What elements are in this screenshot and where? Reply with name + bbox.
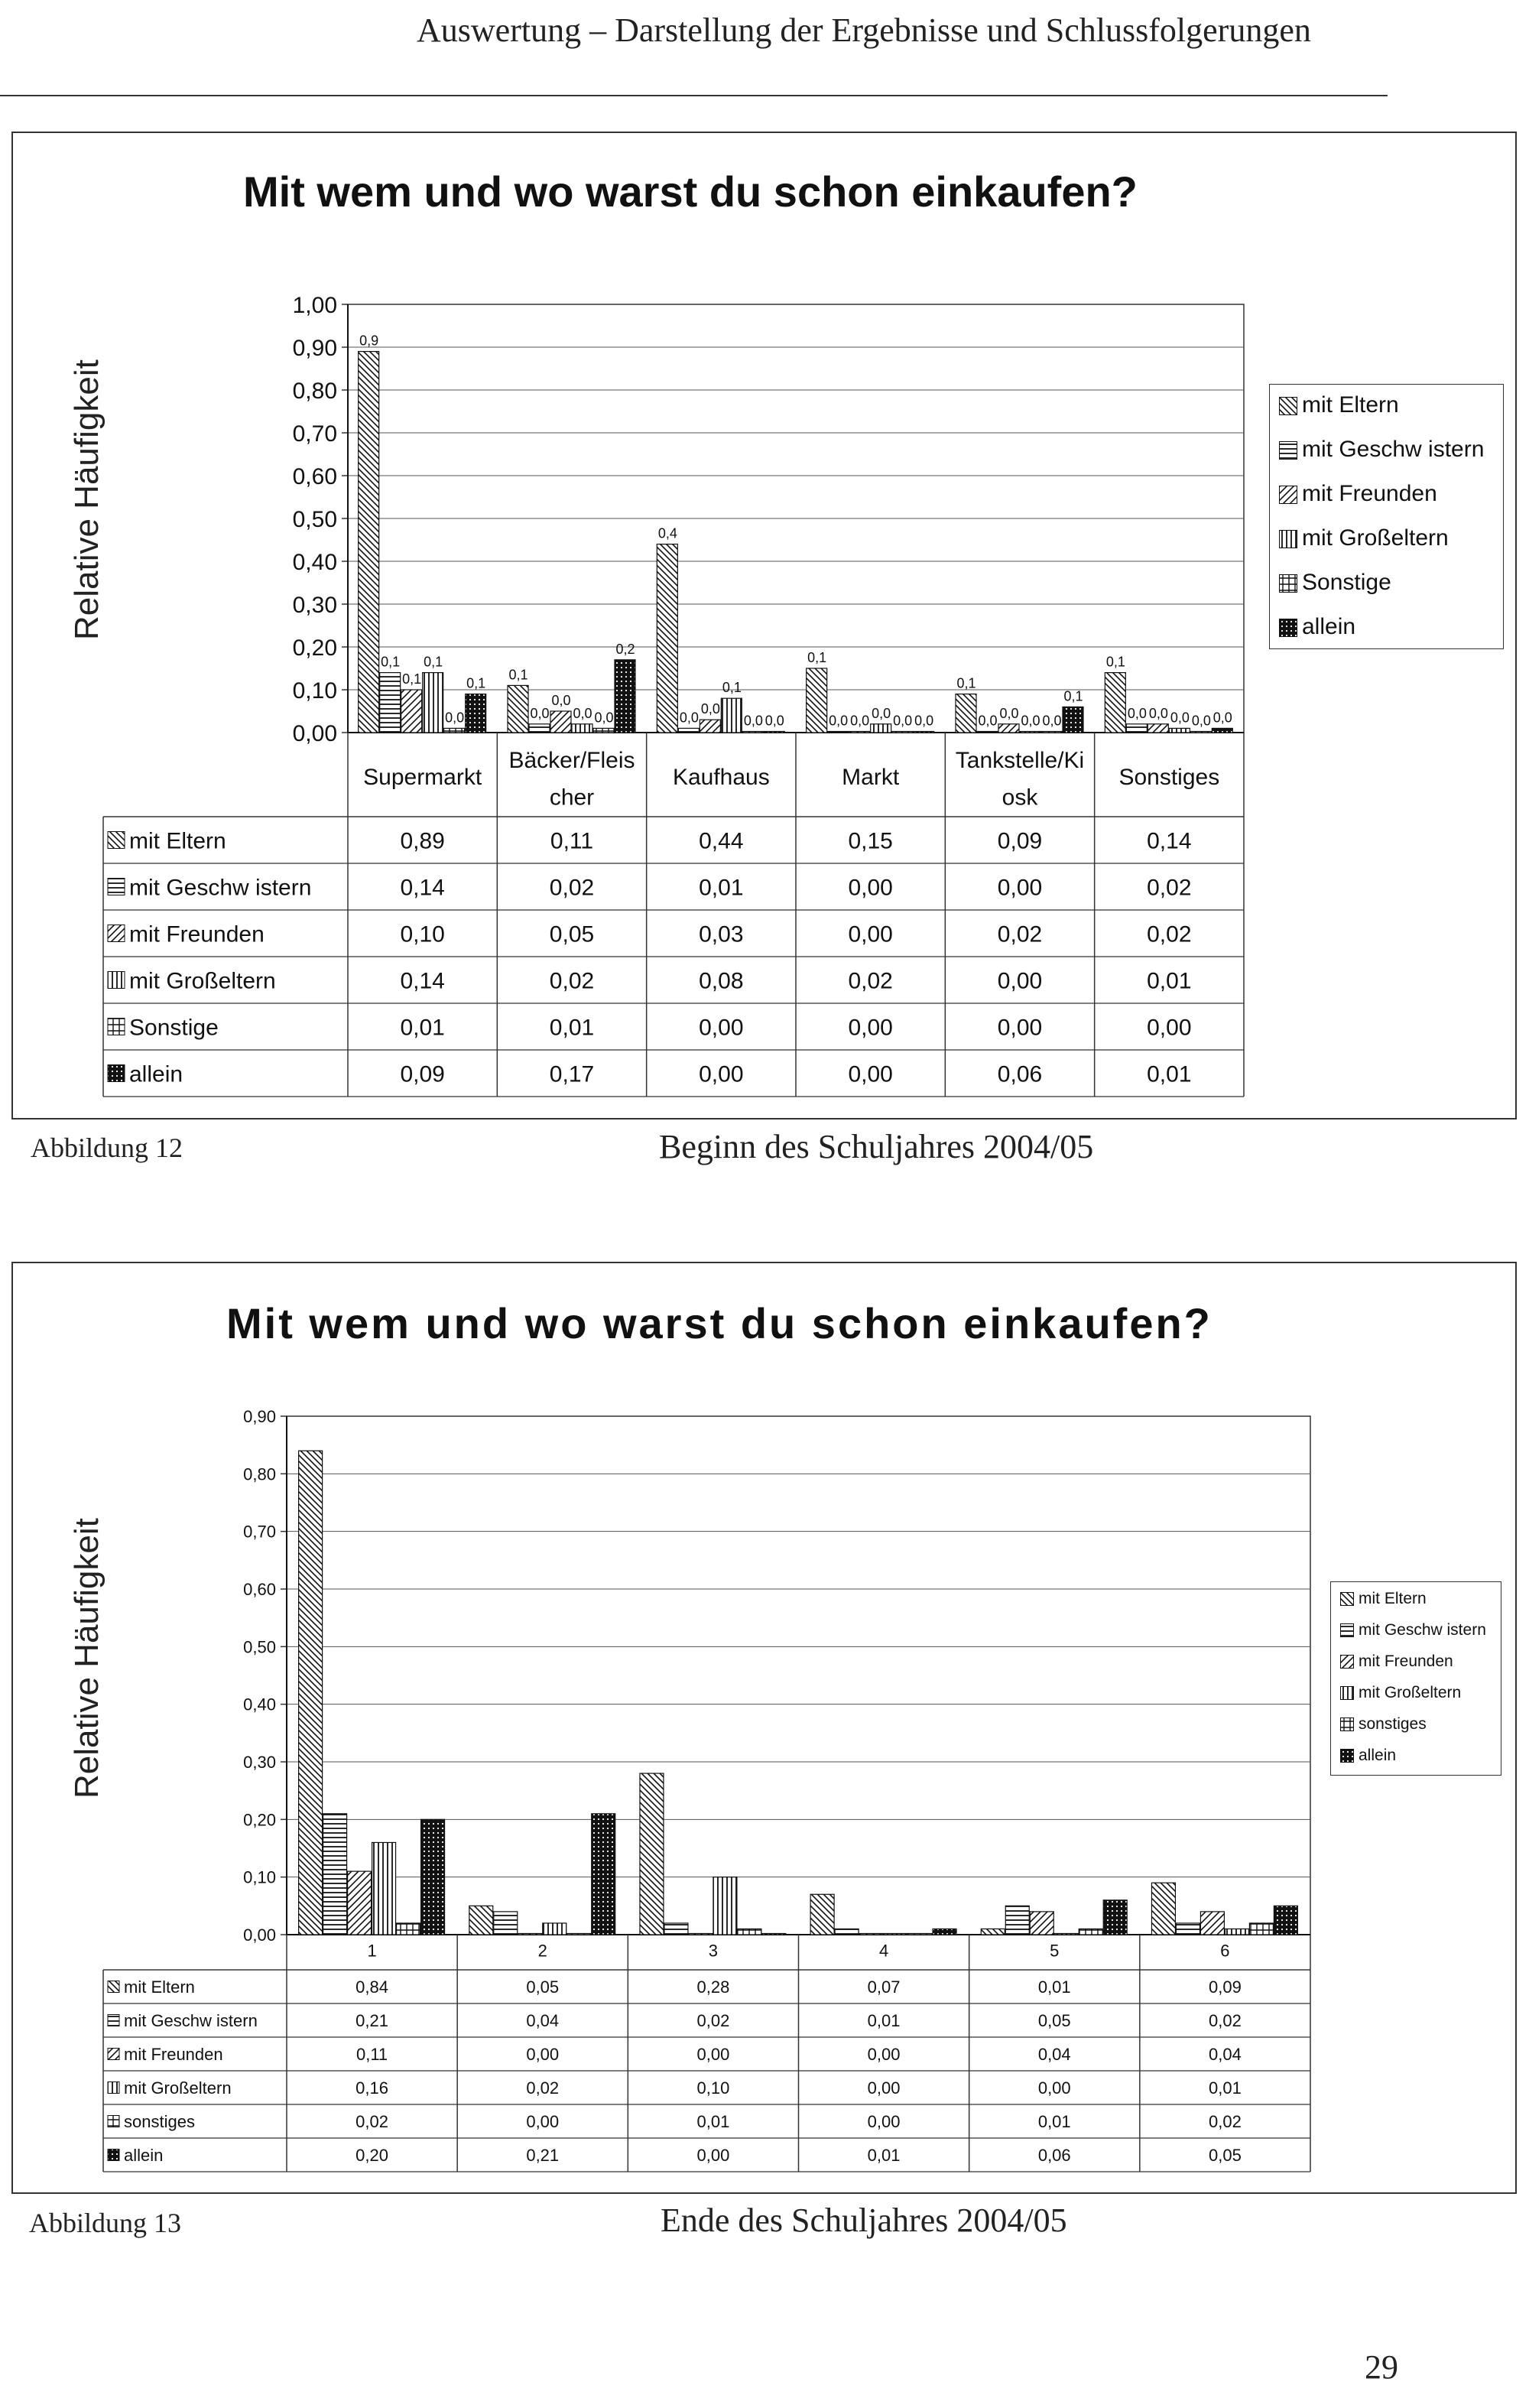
- chart-2-legend-label-2: mit Geschw istern: [1359, 1621, 1486, 1639]
- chart-2-legend-item-freunden: [1340, 1652, 1453, 1671]
- bar-label: 0,0: [551, 693, 571, 708]
- table-cell-mit-eltern-2: 0,11: [550, 828, 594, 854]
- bar-label: 0,1: [381, 654, 401, 670]
- y-tick-label: 0,90: [292, 335, 337, 361]
- chart-1-legend-label-3: mit Freunden: [1302, 481, 1437, 506]
- table-cell-mit-eltern-1: 0,89: [400, 828, 445, 854]
- bar-mit-gro-eltern-6: [1225, 1929, 1248, 1935]
- bar-label: 0,0: [1127, 705, 1147, 721]
- table-cell-mit-eltern-6: 0,14: [1147, 828, 1192, 854]
- chart-1-title: Mit wem und wo warst du schon einkaufen?: [243, 167, 1138, 216]
- table-cell-mit-freunden-2: 0,00: [526, 2044, 560, 2064]
- chart-1-legend-label-1: mit Eltern: [1302, 392, 1399, 418]
- category-label-5: 5: [1050, 1941, 1060, 1961]
- category-label-1: 1: [367, 1941, 377, 1961]
- table-cell-mit-freunden-1: 0,10: [400, 921, 445, 947]
- table-cell-sonstiges-1: 0,02: [355, 2111, 388, 2131]
- table-cell-mit-geschw-istern-3: 0,02: [696, 2010, 730, 2030]
- bar-label: 0,0: [573, 705, 592, 721]
- chart-2-legend: [1330, 1581, 1501, 1776]
- y-tick-label: 0,50: [243, 1637, 276, 1657]
- chart-2-legend-label-1: mit Eltern: [1359, 1590, 1427, 1607]
- table-cell-mit-geschw-istern-4: 0,01: [867, 2010, 901, 2030]
- bar-mit-geschw-istern-4: [835, 1929, 859, 1935]
- swatch-2-allein-icon: [1340, 1749, 1354, 1763]
- table-row-label-mit-gro-eltern: mit Großeltern: [129, 968, 276, 994]
- category-label-4: Markt: [842, 765, 900, 791]
- table-row-label-mit-freunden: mit Freunden: [129, 921, 265, 947]
- table-row-label-mit-gro-eltern: mit Großeltern: [124, 2078, 232, 2098]
- table-cell-mit-freunden-5: 0,02: [997, 921, 1043, 947]
- table-cell-mit-eltern-2: 0,05: [526, 1977, 560, 1997]
- table-cell-allein-2: 0,17: [549, 1061, 595, 1087]
- table-swatch-mit-freunden-icon: [108, 2049, 119, 2060]
- y-tick-label: 0,70: [243, 1522, 276, 1542]
- bar-label: 0,0: [893, 713, 913, 729]
- table-cell-mit-gro-eltern-1: 0,14: [400, 968, 445, 994]
- table-swatch-mit-gro-eltern-icon: [108, 2082, 119, 2094]
- table-cell-mit-freunden-5: 0,04: [1037, 2044, 1071, 2064]
- bar-mit-gro-eltern-5: [1054, 1934, 1078, 1935]
- chart-2-legend-item-allein: [1340, 1747, 1396, 1765]
- bar-label: 0,0: [1191, 713, 1211, 729]
- bar-sonstiges-1: [397, 1923, 420, 1935]
- bar-label: 0,0: [914, 713, 934, 729]
- bar-mit-freunden-3: [689, 1934, 713, 1935]
- bar-mit-freunden-6: [1200, 1912, 1224, 1935]
- swatch-2-sonstiges-icon: [1340, 1717, 1354, 1731]
- table-cell-sonstiges-3: 0,01: [696, 2111, 730, 2131]
- table-cell-mit-geschw-istern-5: 0,00: [997, 875, 1043, 901]
- bar-mit-gro-eltern-3: [713, 1877, 737, 1935]
- table-cell-allein-1: 0,20: [355, 2145, 388, 2165]
- table-cell-mit-gro-eltern-4: 0,02: [848, 968, 893, 994]
- chart-1-y-axis-label: Relative Häufigkeit: [68, 359, 106, 640]
- page-header: Auswertung – Darstellung der Ergebnisse und Schlussfolgerungen: [417, 11, 1311, 49]
- category-label-5-line2: osk: [1001, 785, 1038, 811]
- table-cell-mit-gro-eltern-2: 0,02: [549, 968, 595, 994]
- table-cell-mit-geschw-istern-1: 0,14: [400, 875, 445, 901]
- bar-label: 0,2: [615, 641, 635, 657]
- swatch-2-mit-freunden-icon: [1340, 1655, 1354, 1669]
- chart-2-legend-label-3: mit Freunden: [1359, 1652, 1453, 1670]
- y-tick-label: 0,90: [243, 1406, 276, 1426]
- table-cell-mit-geschw-istern-2: 0,04: [526, 2010, 560, 2030]
- table-cell-allein-2: 0,21: [526, 2145, 560, 2165]
- category-label-6: Sonstiges: [1118, 765, 1220, 791]
- table-swatch-allein-icon: [108, 2150, 119, 2161]
- bar-label: 0,0: [1212, 710, 1232, 726]
- category-label-3: Kaufhaus: [672, 765, 770, 791]
- table-cell-mit-geschw-istern-5: 0,05: [1037, 2010, 1071, 2030]
- bar-label: 0,0: [700, 701, 720, 717]
- bar-allein-6: [1274, 1906, 1297, 1935]
- table-cell-mit-geschw-istern-4: 0,00: [848, 875, 893, 901]
- table-cell-mit-gro-eltern-6: 0,01: [1209, 2078, 1242, 2098]
- bar-mit-eltern-1: [299, 1451, 323, 1935]
- table-cell-mit-gro-eltern-5: 0,00: [997, 968, 1043, 994]
- figure-13-caption-text: Ende des Schuljahres 2004/05: [661, 2202, 1067, 2239]
- y-tick-label: 0,60: [243, 1579, 276, 1599]
- figure-12-caption-text: Beginn des Schuljahres 2004/05: [659, 1128, 1094, 1165]
- table-cell-mit-eltern-4: 0,15: [848, 828, 893, 854]
- table-cell-sonstiges-6: 0,02: [1209, 2111, 1242, 2131]
- bar-sonstiges-2: [567, 1934, 591, 1935]
- table-cell-mit-geschw-istern-2: 0,02: [549, 875, 595, 901]
- chart-1-legend-label-4: mit Großeltern: [1302, 525, 1449, 551]
- table-cell-mit-gro-eltern-3: 0,08: [699, 968, 744, 994]
- bar-mit-gro-eltern-1: [372, 1842, 396, 1935]
- y-tick-label: 0,80: [292, 378, 337, 404]
- y-tick-label: 0,30: [292, 592, 337, 618]
- swatch-2-mit-geschwistern-icon: [1340, 1623, 1354, 1637]
- chart-2-y-axis-label: Relative Häufigkeit: [68, 1518, 106, 1799]
- table-cell-allein-3: 0,00: [696, 2145, 730, 2165]
- bar-label: 0,0: [679, 710, 699, 726]
- table-row-label-mit-eltern: mit Eltern: [124, 1977, 195, 1997]
- table-cell-mit-freunden-3: 0,03: [699, 921, 744, 947]
- bar-mit-eltern-5: [981, 1929, 1005, 1935]
- table-cell-sonstiges-2: 0,00: [526, 2111, 560, 2131]
- bar-sonstiges-5: [1079, 1929, 1102, 1935]
- table-cell-mit-geschw-istern-3: 0,01: [699, 875, 744, 901]
- bar-allein-4: [933, 1929, 956, 1935]
- table-cell-allein-5: 0,06: [997, 1061, 1043, 1087]
- bar-mit-eltern-3: [640, 1773, 664, 1935]
- bar-mit-geschw-istern-6: [1176, 1923, 1200, 1935]
- bar-label: 0,0: [594, 710, 614, 726]
- figure-12-caption-number: Abbildung 12: [31, 1133, 183, 1163]
- bar-allein-3: [762, 1934, 786, 1935]
- table-cell-mit-gro-eltern-4: 0,00: [867, 2078, 901, 2098]
- y-tick-label: 0,60: [292, 463, 337, 489]
- table-cell-mit-freunden-1: 0,11: [355, 2044, 388, 2064]
- y-tick-label: 0,10: [243, 1867, 276, 1887]
- y-tick-label: 0,20: [243, 1810, 276, 1830]
- y-tick-label: 0,30: [243, 1752, 276, 1772]
- y-tick-label: 0,80: [243, 1464, 276, 1484]
- bar-mit-freunden-2: [518, 1934, 542, 1935]
- table-cell-allein-6: 0,01: [1147, 1061, 1192, 1087]
- chart-2-legend-label-6: allein: [1359, 1747, 1397, 1764]
- bar-sonstiges-3: [738, 1929, 761, 1935]
- bar-mit-eltern-4: [810, 1894, 834, 1935]
- bar-label: 0,0: [1042, 713, 1062, 729]
- chart-2-legend-item-grosseltern: [1340, 1684, 1461, 1702]
- table-cell-mit-eltern-3: 0,28: [696, 1977, 730, 1997]
- table-cell-mit-geschw-istern-6: 0,02: [1147, 875, 1192, 901]
- bar-label: 0,1: [466, 675, 486, 691]
- bar-mit-gro-eltern-4: [884, 1934, 907, 1935]
- table-swatch-sonstiges-icon: [108, 2116, 119, 2127]
- y-tick-label: 0,00: [243, 1925, 276, 1945]
- chart-2-legend-item-sonstiges: [1340, 1715, 1427, 1734]
- chart-2-legend-label-4: mit Großeltern: [1359, 1684, 1462, 1701]
- bar-mit-geschw-istern-5: [1005, 1906, 1029, 1935]
- table-cell-mit-eltern-5: 0,09: [997, 828, 1043, 854]
- table-cell-sonstige-6: 0,00: [1147, 1015, 1192, 1041]
- table-cell-mit-gro-eltern-5: 0,00: [1037, 2078, 1071, 2098]
- table-cell-sonstige-2: 0,01: [549, 1015, 595, 1041]
- table-cell-allein-4: 0,00: [848, 1061, 893, 1087]
- y-tick-label: 0,50: [292, 506, 337, 532]
- bar-label: 0,1: [722, 680, 742, 696]
- table-cell-allein-1: 0,09: [400, 1061, 445, 1087]
- bar-mit-eltern-2: [469, 1906, 493, 1935]
- table-cell-sonstiges-4: 0,00: [867, 2111, 901, 2131]
- table-cell-sonstige-1: 0,01: [400, 1015, 445, 1041]
- category-label-2-line2: cher: [549, 785, 595, 811]
- table-row-label-sonstige: Sonstige: [129, 1015, 219, 1041]
- bar-label: 0,1: [1063, 688, 1083, 704]
- bar-label: 0,4: [657, 525, 677, 541]
- table-cell-sonstiges-5: 0,01: [1037, 2111, 1071, 2131]
- category-label-4: 4: [878, 1941, 889, 1961]
- bar-label: 0,0: [530, 705, 550, 721]
- swatch-2-mit-eltern-icon: [1340, 1592, 1354, 1606]
- chart-1-legend-label-5: Sonstige: [1302, 570, 1391, 595]
- chart-1-legend-label-6: allein: [1302, 614, 1356, 639]
- y-tick-label: 0,70: [292, 421, 337, 447]
- table-cell-mit-geschw-istern-1: 0,21: [355, 2010, 388, 2030]
- bar-mit-freunden-4: [859, 1934, 883, 1935]
- chart-2-title: Mit wem und wo warst du schon einkaufen?: [226, 1299, 1212, 1347]
- y-tick-label: 0,40: [243, 1695, 276, 1714]
- bar-label: 0,1: [402, 671, 422, 687]
- category-label-5: Tankstelle/Ki: [955, 748, 1085, 774]
- bar-label: 0,1: [424, 654, 443, 670]
- table-row-label-sonstiges: sonstiges: [124, 2111, 195, 2131]
- page-number: 29: [1365, 2348, 1398, 2386]
- table-swatch-mit-geschw-istern-icon: [108, 2015, 119, 2026]
- bar-label: 0,9: [359, 333, 379, 349]
- bar-mit-geschw-istern-1: [323, 1814, 347, 1935]
- table-row-label-mit-geschw-istern: mit Geschw istern: [129, 875, 312, 901]
- bar-mit-geschw-istern-2: [494, 1912, 518, 1935]
- table-cell-mit-freunden-2: 0,05: [549, 921, 595, 947]
- table-cell-mit-freunden-3: 0,00: [696, 2044, 730, 2064]
- table-cell-mit-freunden-6: 0,04: [1209, 2044, 1242, 2064]
- y-tick-label: 0,00: [292, 720, 337, 746]
- table-cell-mit-eltern-5: 0,01: [1037, 1977, 1071, 1997]
- category-label-3: 3: [708, 1941, 719, 1961]
- chart-2-legend-label-5: sonstiges: [1359, 1715, 1427, 1733]
- table-cell-mit-eltern-4: 0,07: [867, 1977, 901, 1997]
- bar-mit-freunden-5: [1030, 1912, 1053, 1935]
- table-cell-allein-5: 0,06: [1037, 2145, 1071, 2165]
- table-cell-mit-gro-eltern-1: 0,16: [355, 2078, 388, 2098]
- table-row-label-mit-freunden: mit Freunden: [124, 2044, 223, 2064]
- table-cell-allein-6: 0,05: [1209, 2145, 1242, 2165]
- figure-13-caption-number: Abbildung 13: [29, 2208, 182, 2238]
- table-cell-allein-4: 0,01: [867, 2145, 901, 2165]
- y-tick-label: 0,40: [292, 549, 337, 575]
- chart-2-legend-item-eltern: [1340, 1590, 1427, 1608]
- table-cell-mit-geschw-istern-6: 0,02: [1209, 2010, 1242, 2030]
- bar-label: 0,0: [1021, 713, 1040, 729]
- chart-1-legend-label-2: mit Geschw istern: [1302, 437, 1485, 462]
- y-tick-label: 0,20: [292, 635, 337, 661]
- bar-allein-1: [421, 1819, 445, 1935]
- bar-label: 0,1: [1105, 654, 1125, 670]
- bar-label: 0,1: [807, 650, 827, 665]
- table-cell-allein-3: 0,00: [699, 1061, 744, 1087]
- table-cell-mit-eltern-3: 0,44: [699, 828, 744, 854]
- bar-allein-5: [1103, 1900, 1127, 1935]
- table-cell-sonstige-5: 0,00: [997, 1015, 1043, 1041]
- table-cell-sonstige-4: 0,00: [848, 1015, 893, 1041]
- y-tick-label: 0,10: [292, 678, 337, 704]
- y-tick-label: 1,00: [292, 292, 337, 318]
- bar-sonstiges-6: [1249, 1923, 1273, 1935]
- bar-label: 0,0: [743, 713, 763, 729]
- table-row-label-allein: allein: [124, 2145, 164, 2165]
- table-cell-mit-gro-eltern-6: 0,01: [1147, 968, 1192, 994]
- table-cell-mit-freunden-4: 0,00: [848, 921, 893, 947]
- bar-label: 0,0: [445, 710, 465, 726]
- bar-mit-freunden-1: [348, 1871, 372, 1935]
- chart-2-legend-item-geschwistern: [1340, 1621, 1486, 1639]
- table-row-label-allein: allein: [129, 1061, 183, 1087]
- category-label-1: Supermarkt: [363, 765, 482, 791]
- table-cell-mit-eltern-1: 0,84: [355, 1977, 388, 1997]
- table-cell-sonstige-3: 0,00: [699, 1015, 744, 1041]
- swatch-2-mit-grosseltern-icon: [1340, 1686, 1354, 1700]
- bar-label: 0,1: [956, 675, 976, 691]
- bar-label: 0,0: [1170, 710, 1190, 726]
- bar-mit-eltern-6: [1151, 1883, 1175, 1935]
- table-cell-mit-gro-eltern-3: 0,10: [696, 2078, 730, 2098]
- bar-label: 0,0: [872, 705, 891, 721]
- bar-label: 0,0: [850, 713, 870, 729]
- bar-allein-2: [592, 1814, 615, 1935]
- category-label-2: 2: [537, 1941, 547, 1961]
- bar-label: 0,0: [829, 713, 849, 729]
- table-row-label-mit-geschw-istern: mit Geschw istern: [124, 2010, 258, 2030]
- table-swatch-mit-eltern-icon: [108, 1981, 119, 1993]
- bar-mit-geschw-istern-3: [664, 1923, 688, 1935]
- category-label-2: Bäcker/Fleis: [508, 748, 635, 774]
- table-cell-mit-freunden-4: 0,00: [867, 2044, 901, 2064]
- bar-label: 0,0: [1148, 705, 1168, 721]
- bar-label: 0,1: [508, 667, 528, 683]
- bar-sonstiges-4: [908, 1934, 932, 1935]
- bar-mit-gro-eltern-2: [543, 1923, 566, 1935]
- table-cell-mit-freunden-6: 0,02: [1147, 921, 1192, 947]
- bar-label: 0,0: [999, 705, 1019, 721]
- table-cell-mit-eltern-6: 0,09: [1209, 1977, 1242, 1997]
- table-cell-mit-gro-eltern-2: 0,02: [526, 2078, 560, 2098]
- bar-label: 0,0: [978, 713, 998, 729]
- bar-label: 0,0: [764, 713, 784, 729]
- table-row-label-mit-eltern: mit Eltern: [129, 828, 226, 854]
- category-label-6: 6: [1220, 1941, 1230, 1961]
